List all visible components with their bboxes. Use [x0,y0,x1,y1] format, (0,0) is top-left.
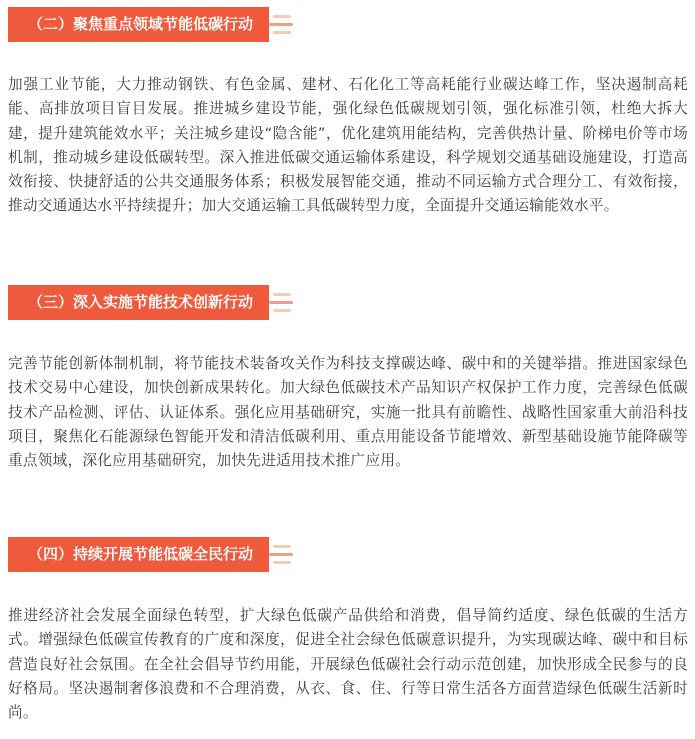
three-lines-decoration-icon [269,7,295,42]
section-body-3: 完善节能创新体制机制，将节能技术装备攻关作为科技支撑碳达峰、碳中和的关键举措。推进国家绿色技术交易中心建设，加快创新成果转化。加大绿色低碳技术产品知识产权保护工作力度，完善绿色低碳技术产品检测、评估、认证体系。强化应用基础研究，实施一批具有前瞻性、战略性国家重大前沿科技项目，聚焦化石能源绿色智能开发和清洁低碳利用、重点用能设备节能增效、新型基础设施节能降碳等重点领域，深化应用基础研究，加快先进适用技术推广应用。 [8,355,688,470]
three-lines-decoration-icon [269,285,295,320]
section-heading-2 [8,7,295,42]
section-heading-3 [8,285,295,320]
section-body-4: 推进经济社会发展全面绿色转型，扩大绿色低碳产品供给和消费，倡导简约适度、绿色低碳的生活方式。增强绿色低碳宣传教育的广度和深度，促进全社会绿色低碳意识提升，为实现碳达峰、碳中和目标营造良好社会氛围。在全社会倡导节约用能，开展绿色低碳社会行动示范创建，加快形成全民参与的良好格局。坚决遏制奢侈浪费和不合理消费，从衣、食、住、行等日常生活各方面营造绿色低碳生活新时尚。 [8,607,688,722]
section-heading-4 [8,537,295,572]
section-body-2: 加强工业节能，大力推动钢铁、有色金属、建材、石化化工等高耗能行业碳达峰工作，坚决遏制高耗能、高排放项目盲目发展。推进城乡建设节能，强化绿色低碳规划引领，强化标准引领，杜绝大拆大建，提升建筑能效水平；关注城乡建设“隐含能”，优化建筑用能结构，完善供热计量、阶梯电价等市场机制，推动城乡建设低碳转型。深入推进低碳交通运输体系建设，科学规划交通基础设施建设，打造高效衔接、快捷舒适的公共交通服务体系；积极发展智能交通，推动不同运输方式合理分工、有效衔接，推动交通通达水平持续提升；加大交通运输工具低碳转型力度，全面提升交通运输能效水平。 [8,76,688,215]
section-heading-label: （三）深入实施节能技术创新行动 [8,285,269,320]
three-lines-decoration-icon [269,537,295,572]
section-heading-label: （二）聚焦重点领域节能低碳行动 [8,7,269,42]
section-heading-label: （四）持续开展节能低碳全民行动 [8,537,269,572]
